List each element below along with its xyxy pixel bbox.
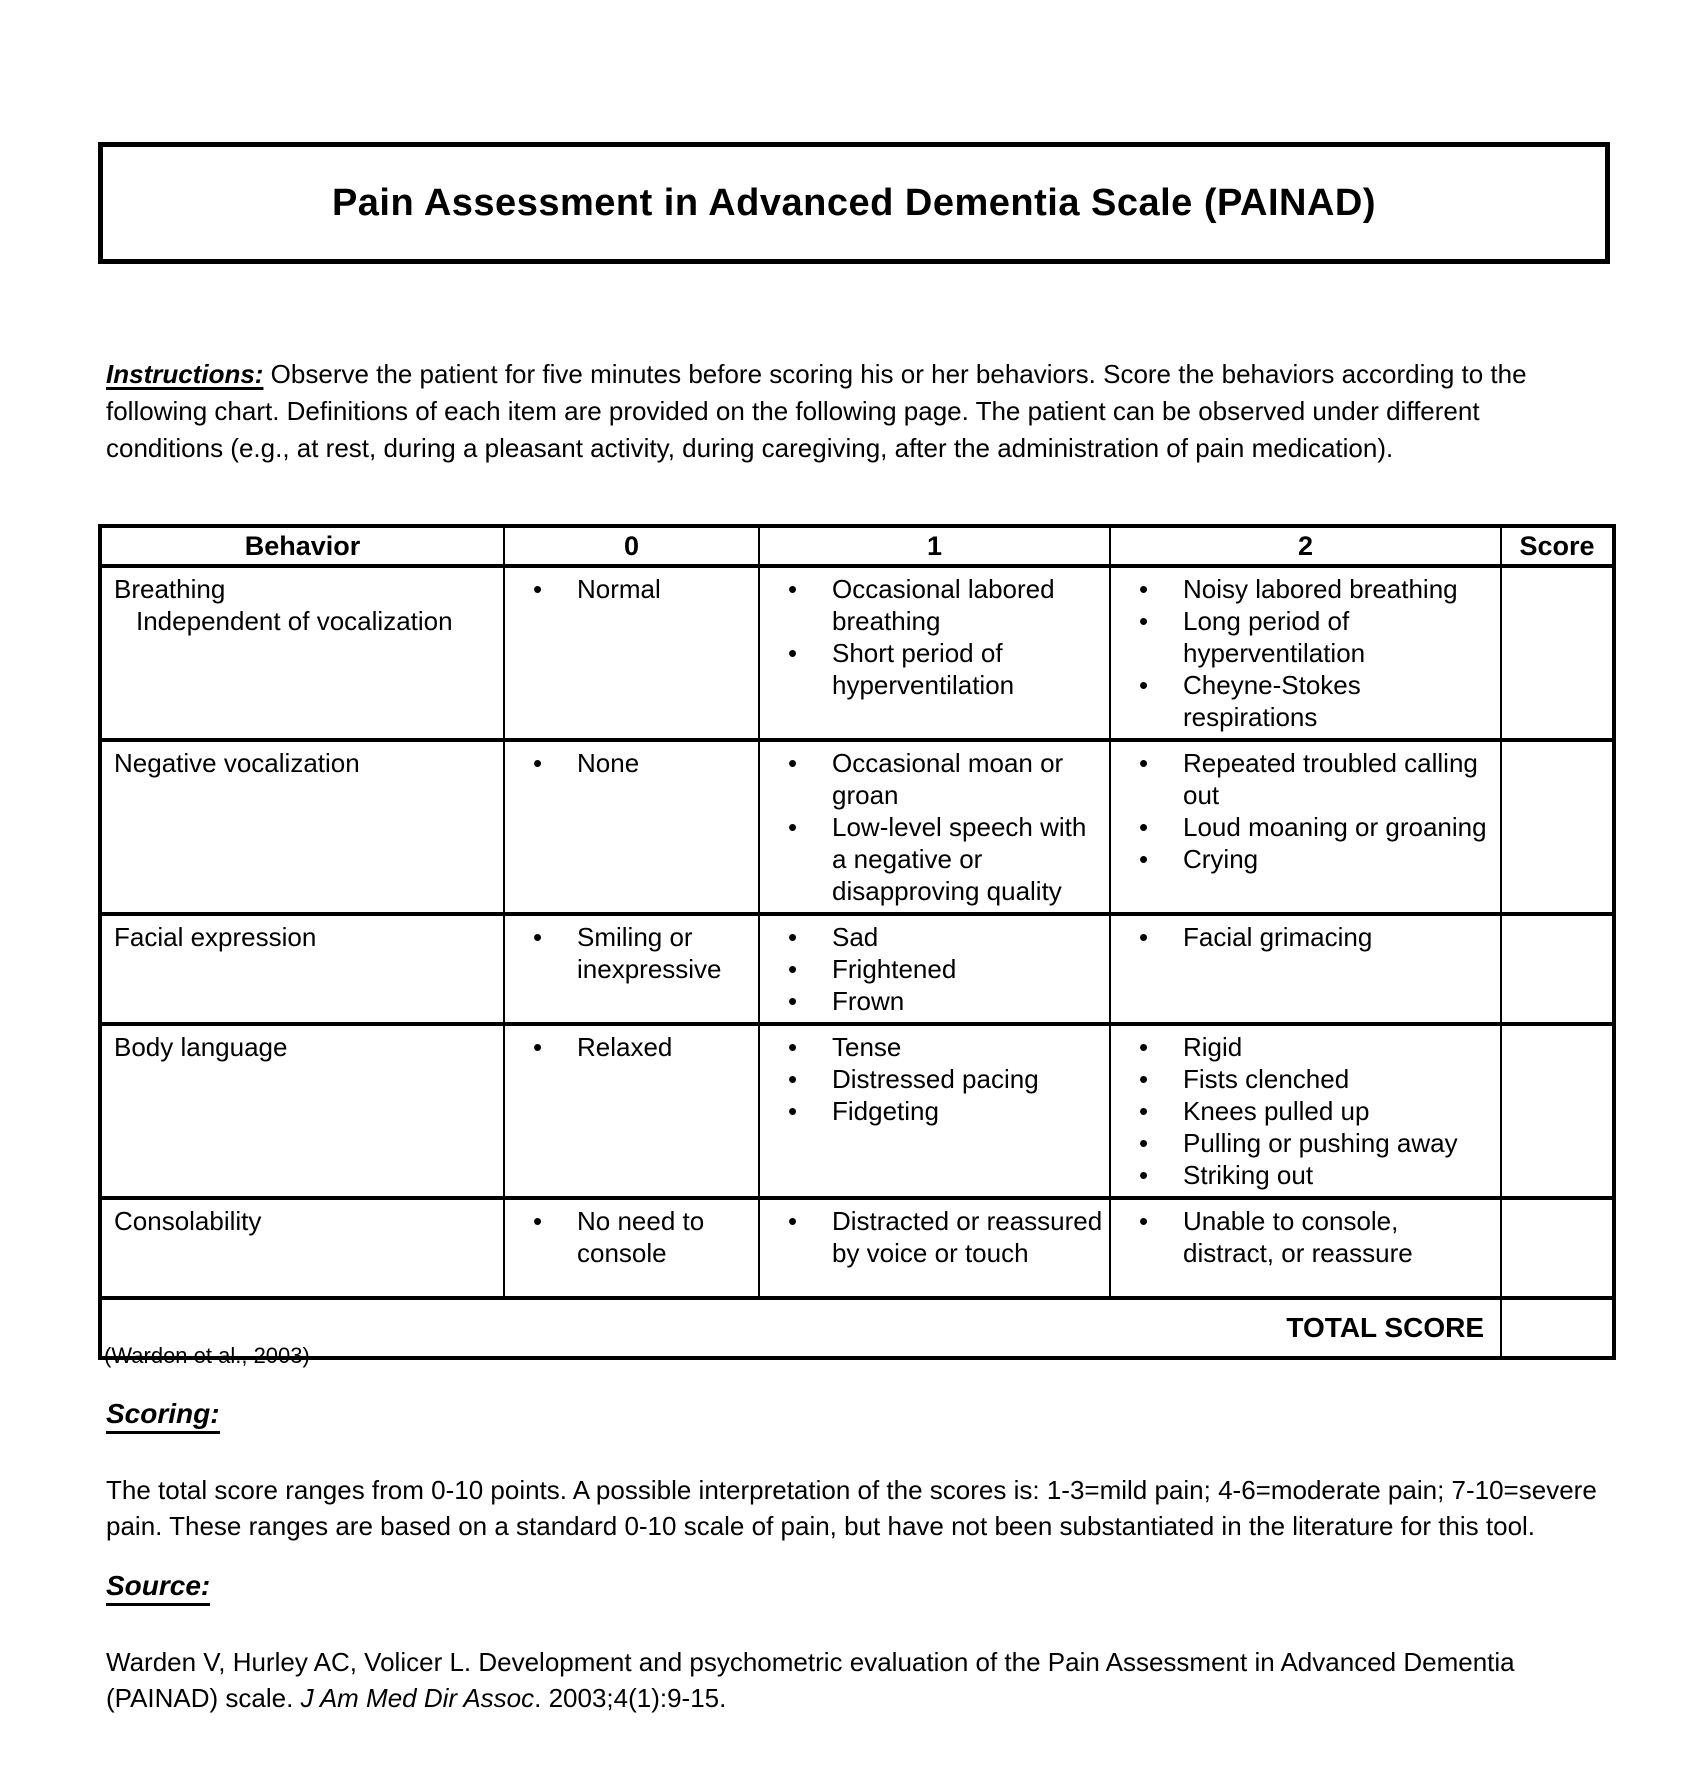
bullet-item: • Relaxed <box>505 1031 752 1063</box>
instructions-label: Instructions: <box>106 359 264 389</box>
bullet-item: • Distressed pacing <box>760 1063 1103 1095</box>
source-text-part1: Warden V, Hurley AC, Volicer L. Development and psychometric evaluation of the Pain Assessment in Advanced Dementia (PAINAD) scale. <box>106 1647 1515 1713</box>
behavior-label: Consolability <box>114 1206 262 1236</box>
total-score-label: TOTAL SCORE <box>100 1298 1501 1358</box>
table-row-facial-expression <box>100 914 1614 1024</box>
score-1-cell <box>759 740 1110 914</box>
behavior-label: Breathing <box>114 574 226 604</box>
bullet-item: • Short period of hyperventilation <box>760 637 1103 701</box>
scoring-paragraph: The total score ranges from 0-10 points. A possible interpretation of the scores is: 1-3=mild pain; 4-6=moderate pain; 7-10=severe pain. These ranges are based on a standard 0-10 scale of pain, but have not been substantiated in the literature for this tool. <box>106 1475 1597 1541</box>
source-paragraph <box>106 1644 1606 1716</box>
score-2-cell <box>1110 914 1501 1024</box>
bullet-item: • Noisy labored breathing <box>1111 573 1494 605</box>
column-header-2: 2 <box>1110 526 1501 566</box>
source-journal-name: J Am Med Dir Assoc <box>300 1683 535 1713</box>
bullet-item: • Loud moaning or groaning <box>1111 811 1494 843</box>
score-1-cell <box>759 1198 1110 1298</box>
bullet-item: • Knees pulled up <box>1111 1095 1494 1127</box>
score-1-cell <box>759 566 1110 740</box>
scoring-heading <box>106 1398 220 1430</box>
behavior-cell <box>100 914 504 1024</box>
bullet-item: • Occasional moan or groan <box>760 747 1103 811</box>
behavior-cell <box>100 740 504 914</box>
citation: (Warden et al., 2003) <box>104 1343 310 1368</box>
table-row-negative-vocalization <box>100 740 1614 914</box>
behavior-label: Negative vocalization <box>114 748 360 778</box>
score-entry-cell <box>1501 566 1614 740</box>
behavior-cell <box>100 1024 504 1198</box>
bullet-item: • Pulling or pushing away <box>1111 1127 1494 1159</box>
bullet-item: • Rigid <box>1111 1031 1494 1063</box>
behavior-label: Facial expression <box>114 922 317 952</box>
bullet-item: • Cheyne-Stokes respirations <box>1111 669 1494 733</box>
table-row-consolability <box>100 1198 1614 1298</box>
bullet-item: • Sad <box>760 921 1103 953</box>
behavior-label: Body language <box>114 1032 288 1062</box>
score-1-cell <box>759 914 1110 1024</box>
column-header-1: 1 <box>759 526 1110 566</box>
table-header-row <box>100 526 1614 566</box>
total-score-entry-cell <box>1501 1298 1614 1358</box>
column-header-behavior: Behavior <box>100 526 504 566</box>
bullet-item: • Distracted or reassured by voice or touch <box>760 1205 1103 1269</box>
behavior-cell <box>100 566 504 740</box>
score-0-cell <box>504 740 759 914</box>
bullet-item: • Fidgeting <box>760 1095 1103 1127</box>
bullet-item: • Facial grimacing <box>1111 921 1494 953</box>
bullet-item: • Unable to console, distract, or reassure <box>1111 1205 1494 1269</box>
source-heading <box>106 1570 210 1602</box>
table-row-total <box>100 1298 1614 1358</box>
instructions-text: Observe the patient for five minutes before scoring his or her behaviors. Score the behaviors according to the following chart. Definitions of each item are provided on the following page. The patient can be observed under different conditions (e.g., at rest, during a pleasant activity, during caregiving, after the administration of pain medication). <box>106 359 1527 463</box>
instructions-paragraph <box>106 356 1602 467</box>
score-entry-cell <box>1501 1198 1614 1298</box>
score-2-cell <box>1110 740 1501 914</box>
bullet-item: • None <box>505 747 752 779</box>
score-0-cell <box>504 1198 759 1298</box>
score-0-cell <box>504 566 759 740</box>
score-entry-cell <box>1501 914 1614 1024</box>
score-0-cell <box>504 914 759 1024</box>
bullet-item: • No need to console <box>505 1205 752 1269</box>
score-entry-cell <box>1501 740 1614 914</box>
bullet-item: • Normal <box>505 573 752 605</box>
page-title: Pain Assessment in Advanced Dementia Scale (PAINAD) <box>331 181 1377 224</box>
bullet-item: • Crying <box>1111 843 1494 875</box>
behavior-sublabel: Independent of vocalization <box>136 606 453 636</box>
score-2-cell <box>1110 566 1501 740</box>
score-0-cell <box>504 1024 759 1198</box>
bullet-item: • Tense <box>760 1031 1103 1063</box>
bullet-item: • Fists clenched <box>1111 1063 1494 1095</box>
bullet-item: • Low-level speech with a negative or disapproving quality <box>760 811 1103 907</box>
scoring-heading-text: Scoring: <box>106 1398 220 1434</box>
score-1-cell <box>759 1024 1110 1198</box>
bullet-item: • Long period of hyperventilation <box>1111 605 1494 669</box>
score-2-cell <box>1110 1024 1501 1198</box>
table-row-breathing <box>100 566 1614 740</box>
bullet-item: • Smiling or inexpressive <box>505 921 752 985</box>
bullet-item: • Striking out <box>1111 1159 1494 1191</box>
score-2-cell <box>1110 1198 1501 1298</box>
painad-table <box>98 524 1616 1360</box>
bullet-item: • Frown <box>760 985 1103 1017</box>
source-heading-text: Source: <box>106 1570 210 1606</box>
column-header-score: Score <box>1501 526 1614 566</box>
source-text-part2: . 2003;4(1):9-15. <box>534 1683 727 1713</box>
table-row-body-language <box>100 1024 1614 1198</box>
score-entry-cell <box>1501 1024 1614 1198</box>
bullet-item: • Occasional labored breathing <box>760 573 1103 637</box>
bullet-item: • Repeated troubled calling out <box>1111 747 1494 811</box>
behavior-cell <box>100 1198 504 1298</box>
column-header-0: 0 <box>504 526 759 566</box>
bullet-item: • Frightened <box>760 953 1103 985</box>
title-box <box>98 142 1610 264</box>
